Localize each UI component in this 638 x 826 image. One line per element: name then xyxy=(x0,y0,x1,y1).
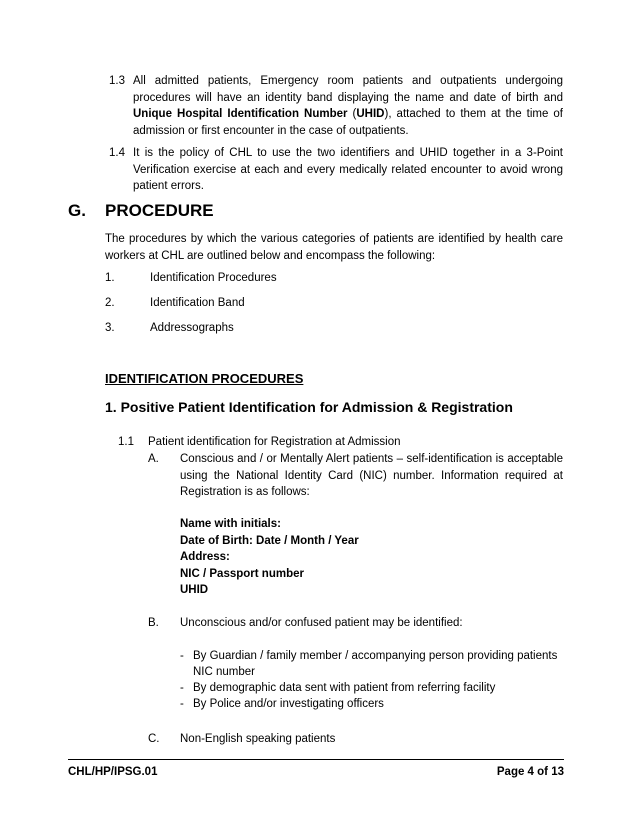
field-label: Address: xyxy=(180,551,230,563)
page-number: Page 4 of 13 xyxy=(496,766,564,778)
bullet-dash: - xyxy=(180,650,184,662)
text-line: Conscious and / or Mentally Alert patients – self-identification is acceptable xyxy=(180,453,563,465)
list-number: 2. xyxy=(105,297,115,309)
item-a-text xyxy=(180,451,563,501)
field-label: Date of Birth: Date / Month / Year xyxy=(180,534,359,547)
list-item: Addressographs xyxy=(150,322,234,334)
text-fragment: ), attached to them at the time of xyxy=(384,108,563,120)
text-line xyxy=(133,106,563,123)
text-line: patient errors. xyxy=(133,180,204,192)
list-item: Identification Procedures xyxy=(150,272,277,284)
list-number: 1. xyxy=(105,272,115,284)
bullet-text: By Guardian / family member / accompanying person providing patients xyxy=(193,650,558,662)
item-label: Unconscious and/or confused patient may be identified: xyxy=(180,617,463,629)
bullet-text: By demographic data sent with patient from referring facility xyxy=(193,682,496,694)
text-fragment: ( xyxy=(347,108,357,120)
bold-term: Unique Hospital Identification Number xyxy=(133,108,348,120)
text-line: Registration is as follows: xyxy=(180,486,310,498)
text-line: admission or first encounter in the case of outpatients. xyxy=(133,124,409,137)
text-line: It is the policy of CHL to use the two identifiers and UHID together in a 3-Point xyxy=(133,147,563,159)
text-line: procedures will have an identity band displaying the name and date of birth and xyxy=(133,91,563,104)
section-title: PROCEDURE xyxy=(105,201,214,220)
text-line: The procedures by which the various categories of patients are identified by health care xyxy=(105,233,563,245)
procedure-intro xyxy=(105,231,563,264)
bold-term: UHID xyxy=(356,108,385,120)
section-text xyxy=(133,73,563,139)
text-line: Verification exercise at each and every medically related encounter to avoid wrong xyxy=(133,163,563,176)
text-line: using the National Identity Card (NIC) number. Information required at xyxy=(180,469,563,482)
item-letter: C. xyxy=(148,733,160,745)
item-label: Non-English speaking patients xyxy=(180,733,336,745)
item-letter: A. xyxy=(148,453,159,465)
bullet-text: NIC number xyxy=(193,666,255,678)
field-label: NIC / Passport number xyxy=(180,567,304,580)
section-number: 1.3 xyxy=(109,75,125,87)
field-label: UHID xyxy=(180,584,209,596)
section-label: Patient identification for Registration at Admission xyxy=(148,436,401,448)
list-number: 3. xyxy=(105,322,115,334)
section-number: 1.1 xyxy=(118,436,134,448)
list-item: Identification Band xyxy=(150,297,245,309)
field-label: Name with initials: xyxy=(180,518,281,530)
subsection-heading: 1. Positive Patient Identification for Admission & Registration xyxy=(105,399,513,415)
section-number: 1.4 xyxy=(109,147,125,159)
item-letter: B. xyxy=(148,617,159,629)
section-letter: G. xyxy=(68,201,86,220)
section-text xyxy=(133,145,563,195)
subsection-title: IDENTIFICATION PROCEDURES xyxy=(105,371,304,386)
document-code: CHL/HP/IPSG.01 xyxy=(68,766,158,778)
text-line: All admitted patients, Emergency room patients and outpatients undergoing xyxy=(133,75,563,87)
text-line: workers at CHL are outlined below and encompass the following: xyxy=(105,249,436,262)
registration-fields xyxy=(180,516,359,599)
footer-divider xyxy=(68,759,564,760)
bullet-dash: - xyxy=(180,698,184,710)
bullet-dash: - xyxy=(180,682,184,694)
bullet-text: By Police and/or investigating officers xyxy=(193,698,384,710)
